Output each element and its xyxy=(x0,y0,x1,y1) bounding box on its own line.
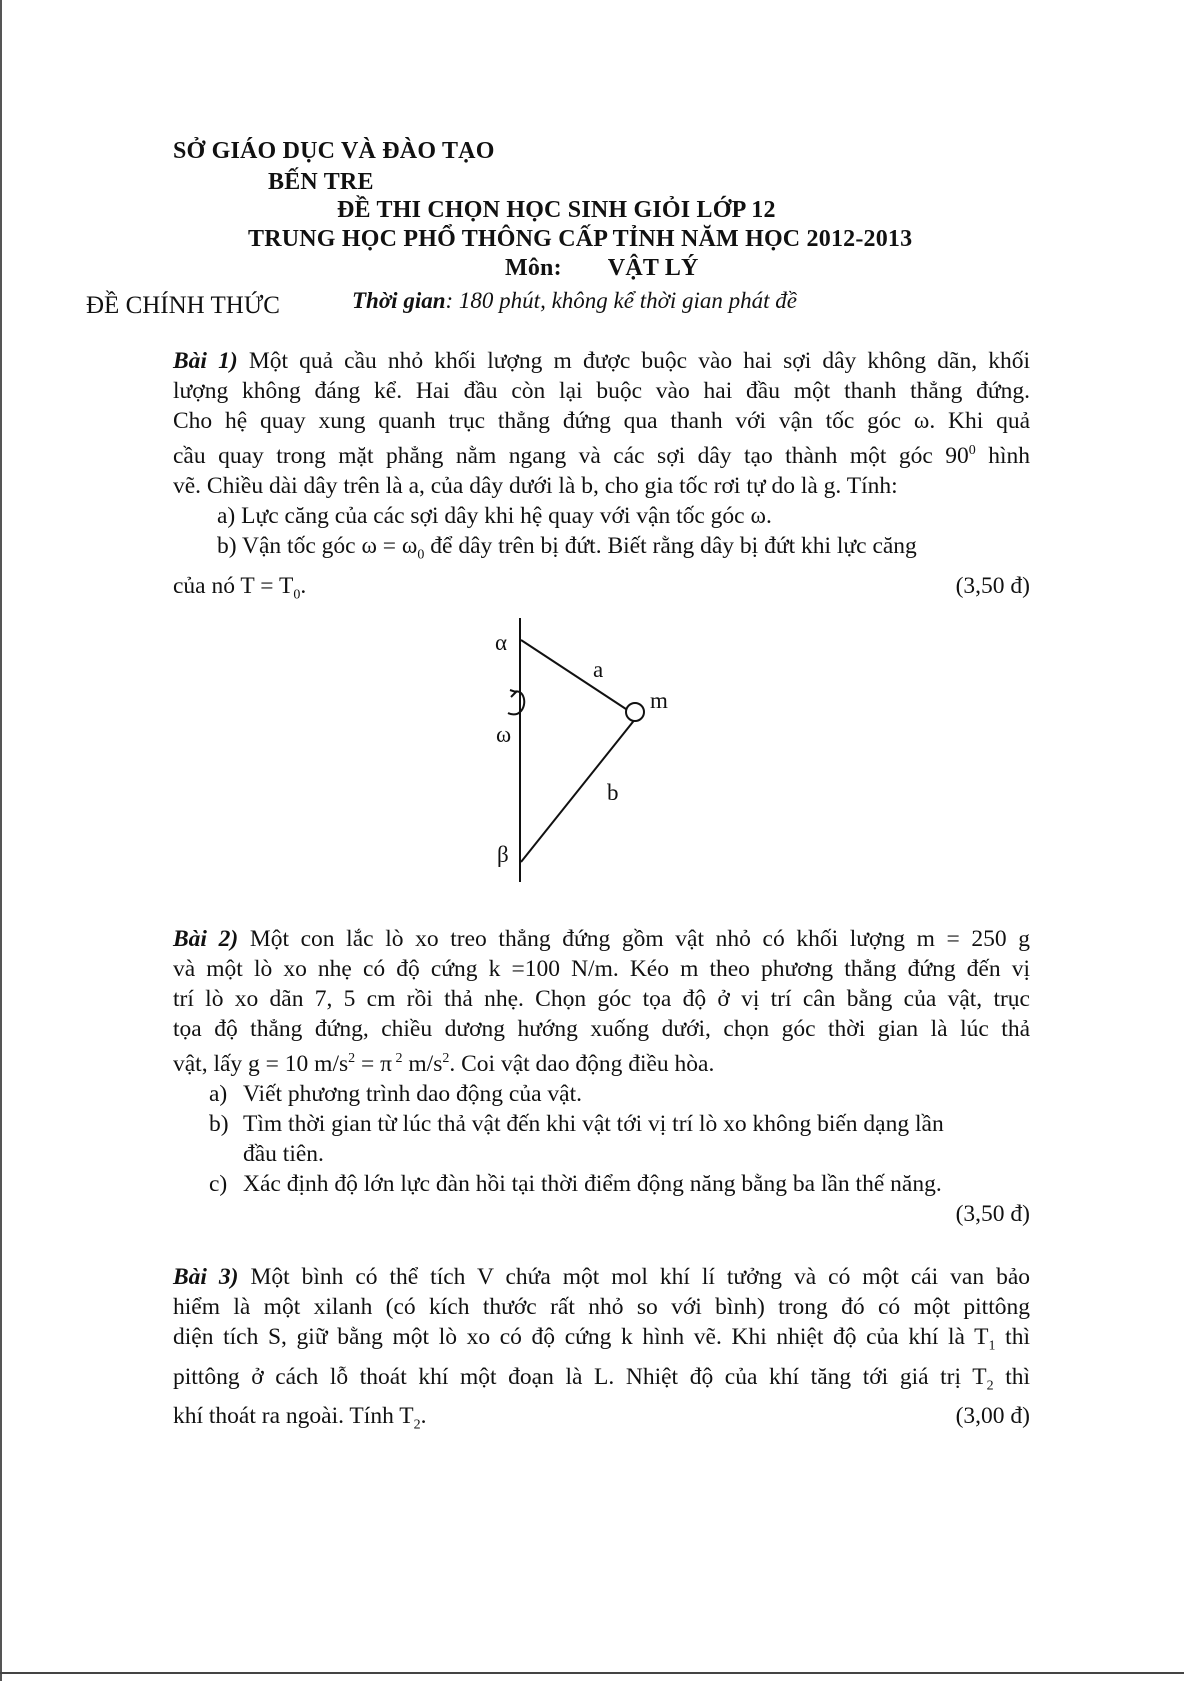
problem-3-line: pittông ở cách lỗ thoát khí một đoạn là L. Nhiệt độ của khí tăng tới giá trị $T_2$ thì xyxy=(173,1363,1030,1394)
label-m: m xyxy=(650,688,668,713)
exam-subtitle: TRUNG HỌC PHỔ THÔNG CẤP TỈNH NĂM HỌC 2012-2013 xyxy=(248,226,913,252)
problem-1-line: Cho hệ quay xung quanh trục thẳng đứng qua thanh với vận tốc góc ω. Khi quả xyxy=(173,408,1030,434)
problem-2-item-b-cont: đầu tiên. xyxy=(243,1140,324,1167)
problem-2-label: Bài 2) xyxy=(173,926,239,952)
label-b: b xyxy=(607,780,619,805)
problem-2-line: Bài 2) Một con lắc lò xo treo thẳng đứng gồm vật nhỏ có khối lượng m = 250 g xyxy=(173,926,1031,952)
problem-2-line: vật, lấy g = 10 $m/s^2 = \pi$ $^2$ $m/s^2$. Coi vật dao động điều hòa. xyxy=(173,1050,715,1077)
department-line-2: BẾN TRE xyxy=(268,169,374,195)
mass-ball xyxy=(626,703,644,721)
problem-3-line: Bài 3) Một bình có thể tích V chứa một mol khí lí tưởng và có một cái van bảo xyxy=(173,1264,1030,1290)
problem-1-score: (3,50 đ) xyxy=(955,572,1030,599)
problem-1-item-b: b) Vận tốc góc $\omega = \omega_0$ để dây trên bị đứt. Biết rằng dây bị đứt khi lực căng xyxy=(217,532,917,563)
department-line-1: SỞ GIÁO DỤC VÀ ĐÀO TẠO xyxy=(173,138,495,164)
time-line xyxy=(352,288,797,314)
problem-3-label: Bài 3) xyxy=(173,1264,239,1290)
official-label: ĐỀ CHÍNH THỨC xyxy=(86,292,280,319)
upper-string-a xyxy=(521,640,629,711)
problem-1-line: lượng không đáng kể. Hai đầu còn lại buộc vào hai đầu một thanh thẳng đứng. xyxy=(173,378,1030,404)
time-value: : 180 phút, không kể thời gian phát đề xyxy=(445,288,797,313)
problem-1-line: vẽ. Chiều dài dây trên là a, của dây dưới là b, cho gia tốc rơi tự do là g. Tính: xyxy=(173,472,898,499)
pendulum-figure xyxy=(480,610,680,890)
problem-3-line: diện tích S, giữ bằng một lò xo có độ cứng k hình vẽ. Khi nhiệt độ của khí là $T_1$ thì xyxy=(173,1324,1030,1354)
subject-line xyxy=(505,255,699,282)
subject-name: VẬT LÝ xyxy=(607,255,699,281)
problem-2-line: tọa độ thẳng đứng, chiều dương hướng xuống dưới, chọn góc thời gian là lúc thả xyxy=(173,1016,1030,1042)
problem-3-score: (3,00 đ) xyxy=(955,1403,1030,1430)
problem-1-item-b-cont: của nó $T = T_0$. (3,50 đ) xyxy=(173,572,1030,603)
problem-2-line: trí lò xo dãn 7, 5 cm rồi thả nhẹ. Chọn góc tọa độ ở vị trí cân bằng của vật, trục xyxy=(173,986,1030,1012)
problem-2-item-c: c) Xác định độ lớn lực đàn hồi tại thời điểm động năng bằng ba lần thế năng. xyxy=(209,1170,942,1197)
subject-label: Môn: xyxy=(505,255,562,281)
problem-2-line: và một lò xo nhẹ có độ cứng k =100 N/m. Kéo m theo phương thẳng đứng đến vị xyxy=(173,956,1030,982)
problem-2-item-a: a) Viết phương trình dao động của vật. xyxy=(209,1080,582,1107)
exam-title: ĐỀ THI CHỌN HỌC SINH GIỎI LỚP 12 xyxy=(337,197,776,223)
problem-3-line: hiểm là một xilanh (có kích thước rất nhỏ so với bình) trong đó có một pittông xyxy=(173,1294,1030,1320)
label-alpha: α xyxy=(495,630,508,655)
problem-1 xyxy=(173,346,1030,610)
problem-3-line: khí thoát ra ngoài. Tính $T_2$. (3,00 đ) xyxy=(173,1403,1030,1434)
problem-1-line: Bài 1) Một quả cầu nhỏ khối lượng m được buộc vào hai sợi dây không dãn, khối xyxy=(173,348,1031,374)
scan-edge-left xyxy=(0,0,2,1681)
label-a: a xyxy=(593,657,604,682)
label-omega: ω xyxy=(496,722,512,747)
problem-2-score: (3,50 đ) xyxy=(955,1200,1030,1227)
lower-string-b xyxy=(521,718,636,862)
label-beta: β xyxy=(497,842,509,867)
problem-1-item-a: a) Lực căng của các sợi dây khi hệ quay với vận tốc góc ω. xyxy=(217,502,772,529)
problem-3 xyxy=(173,1262,1030,1441)
scan-edge-bottom xyxy=(0,1672,1184,1674)
problem-1-line: cầu quay trong mặt phẳng nằm ngang và các sợi dây tạo thành một góc $90^0$ hình xyxy=(173,442,1031,469)
problem-1-label: Bài 1) xyxy=(173,348,238,374)
rotation-arrow-icon xyxy=(508,691,524,714)
time-label: Thời gian xyxy=(352,288,446,313)
problem-2-item-b: b) Tìm thời gian từ lúc thả vật đến khi vật tới vị trí lò xo không biến dạng lần xyxy=(209,1110,944,1137)
problem-2 xyxy=(173,924,1030,1229)
